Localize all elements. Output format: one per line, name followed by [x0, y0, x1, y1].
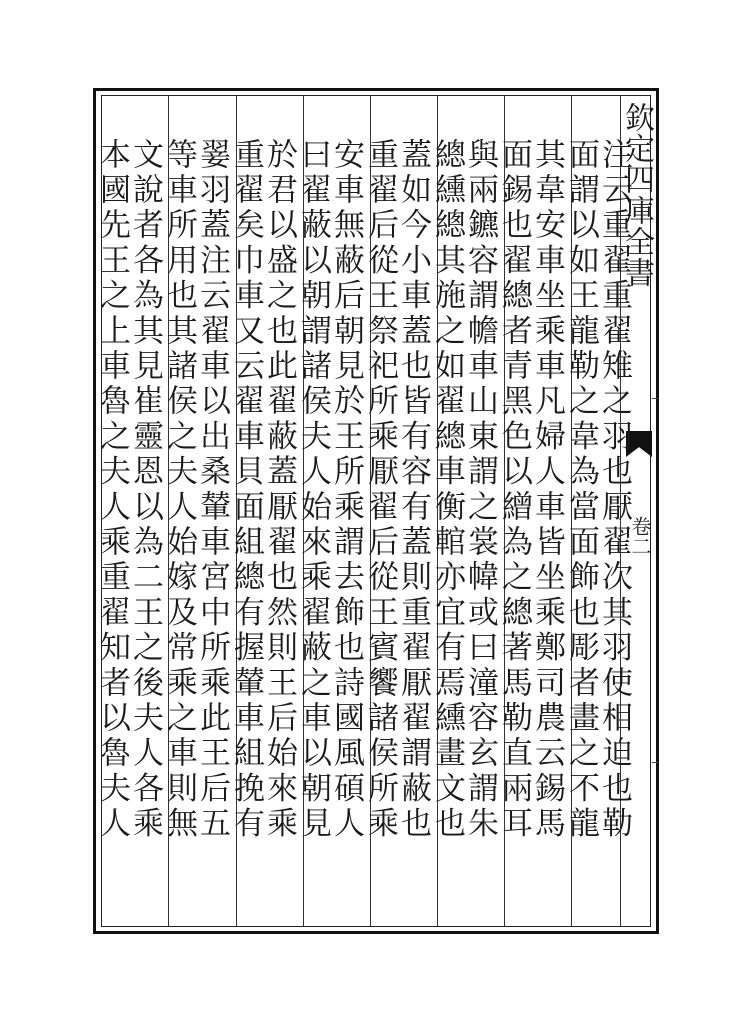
text-column-11: 於君以盛之也此翟蔽蓋厭翟也然則王后始來乘	[261, 138, 297, 842]
text-column-15: 文說者各為其見崔靈恩以為二王之後夫人各乘	[127, 138, 163, 842]
volume-label: 卷二	[628, 516, 652, 556]
text-column-13: 翣羽蓋注云翟車以出桑輦車宮中所乘此王后五	[194, 138, 230, 842]
text-column-2: 面謂以如王龍勒之韋為當面飾也彫者畫之不龍	[563, 138, 599, 842]
edge-tick	[652, 762, 658, 763]
text-column-7: 蓋如今小車蓋也皆有容有蓋則重翟厭翟謂蔽也	[395, 138, 431, 842]
text-column-9: 安車無蔽后朝見於王所乘謂去飾也詩國風碩人	[328, 138, 364, 842]
text-column-12: 重翟矣巾車又云翟車貝面組總有握輦車組挽有	[228, 138, 264, 842]
text-column-6: 總纁總其施之如翟總車衡輨亦宜有焉纁畫文也	[429, 138, 465, 842]
text-column-8: 重翟后從王祭祀所乘厭翟后從王賓饗諸侯所乘	[362, 138, 398, 842]
edge-tick	[652, 398, 658, 399]
book-title: 欽定四庫全書	[619, 102, 654, 288]
text-column-5: 與兩鑣容謂幨車山東謂之裳幃或曰潼容玄謂朱	[462, 138, 498, 842]
text-column-3: 其韋安車坐乘車凡婦人車皆坐乘鄭司農云錫馬	[529, 138, 565, 842]
text-column-16: 本國先王之上車魯之夫人乘重翟知者以魯夫人	[94, 138, 130, 842]
text-column-14: 等車所用也其諸侯之夫人始嫁及常乘之車則無	[161, 138, 197, 842]
text-column-4: 面錫也翟總者青黑色以繒為之總著馬勒直兩耳	[496, 138, 532, 842]
text-column-10: 曰翟蔽以朝謂諸侯夫人始來乘翟蔽之車以朝見	[295, 138, 331, 842]
text-column-1: 注云重翟重翟雉之羽也厭翟次其羽使相迫也勒	[596, 138, 632, 842]
